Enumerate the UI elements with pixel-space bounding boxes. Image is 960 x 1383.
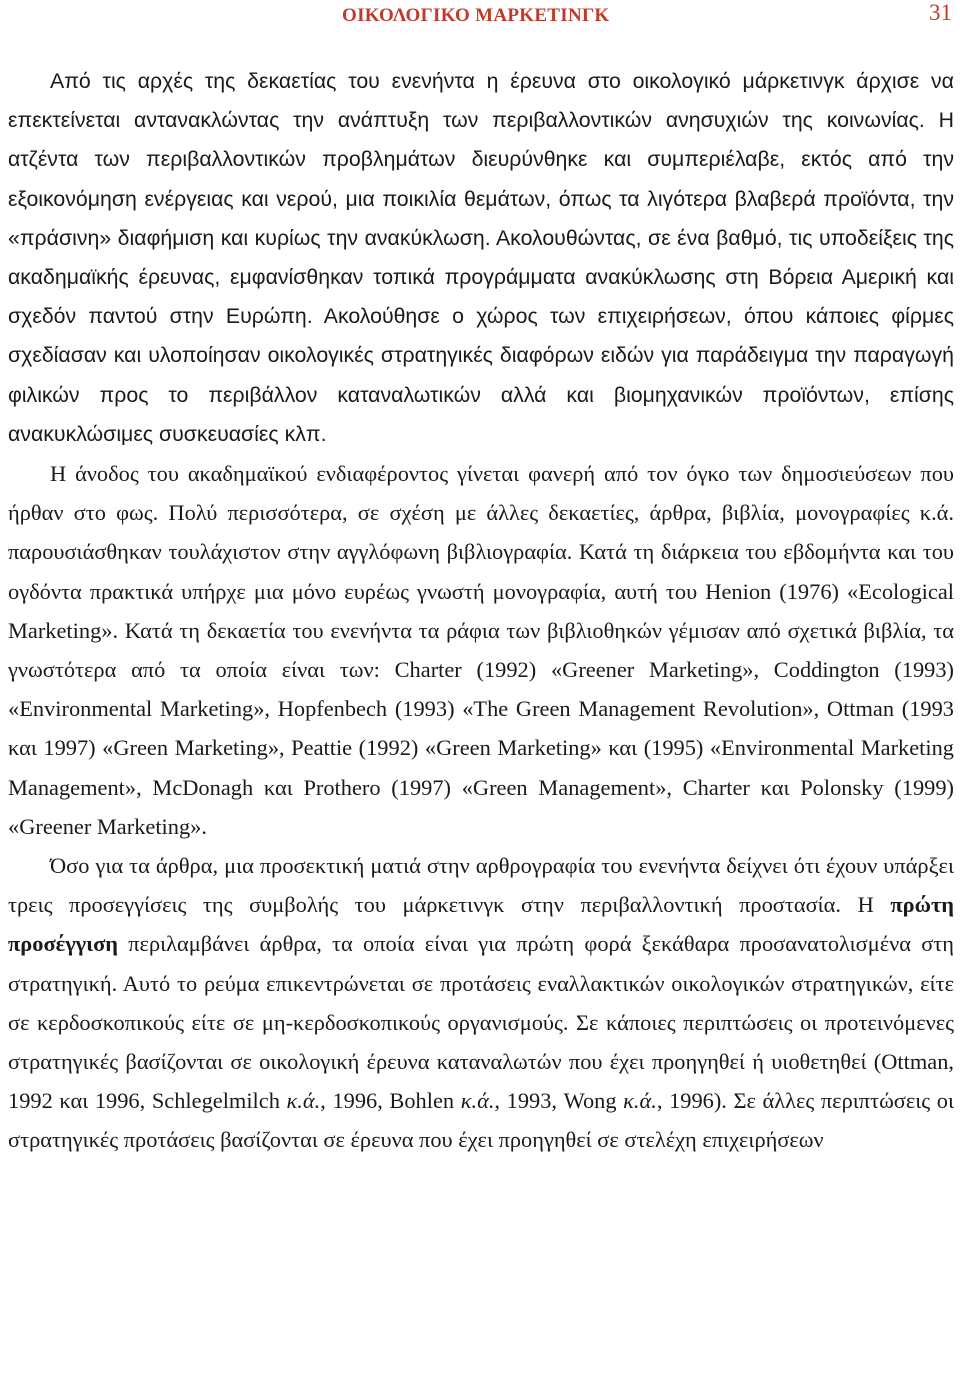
running-header (0, 0, 960, 34)
paragraph-3-text-c: , 1996, Bohlen (320, 1088, 461, 1114)
paragraph-3-text-e: , 1996). Σε άλλες περιπτώσεις οι στρατηγικές προτάσεις βασίζονται σε έρευνα που έχει προηγηθεί σε στελέχη επιχειρήσεων (8, 1088, 955, 1153)
paragraph-1-text: Από τις αρχές της δεκαετίας του ενενήντα η έρευνα στο οικολογικό μάρκετινγκ άρχισε να επεκτείνεται αντανακλώντας την ανάπτυξη των περιβαλλοντικών ανησυχιών της κοινωνίας. Η ατζέντα των περιβαλλοντικών προβλημάτων διευρύνθηκε και συμπεριέλαβε, εκτός από την εξοικονόμηση ενέργειας και νερού, μια ποικιλία θεμάτων, όπως τα λιγότερα βλαβερά προϊόντα, την «πράσινη» διαφήμιση και κυρίως την ανακύκλωση. Ακολουθώντας, σε ένα βαθμό, τις υποδείξεις της ακαδημαϊκής έρευνας, εμφανίσθηκαν τοπικά προγράμματα ανακύκλωσης στη Βόρεια Αμερική και σχεδόν παντού στην Ευρώπη. Ακολούθησε ο χώρος των επιχειρήσεων, όπου κάποιες φίρμες σχεδίασαν και υλοποίησαν οικολογικές στρατηγικές διαφόρων ειδών για παράδειγμα την παραγωγή φιλικών προς το περιβάλλον καταναλωτικών αλλά και βιομηχανικών προϊόντων, επίσης ανακυκλώσιμες συσκευασίες κλπ. (8, 69, 954, 446)
running-title: ΟΙΚΟΛΟΓΙΚΟ ΜΑΡΚΕΤΙΝΓΚ (342, 5, 610, 26)
page-number: 31 (929, 0, 952, 25)
paragraph-3-text-a: Όσο για τα άρθρα, μια προσεκτική ματιά στην αρθρογραφία του ενενήντα δείχνει ότι έχουν υπάρξει τρεις προσεγγίσεις της συμβολής του μάρκετινγκ στην περιβαλλοντική προστασία. Η (8, 853, 954, 918)
paragraph-3-text-b: περιλαμβάνει άρθρα, τα οποία είναι για πρώτη φορά ξεκάθαρα προσανατολισμένα στη στρατηγική. Αυτό το ρεύμα επικεντρώνεται σε προτάσεις εναλλακτικών οικολογικών στρατηγικών, είτε σε κερδοσκοπικούς είτε σε μη-κερδοσκοπικούς οργανισμούς. Σε κάποιες περιπτώσεις οι προτεινόμενες στρατηγικές βασίζονται σε οικολογική έρευνα καταναλωτών που έχει προηγηθεί ή υιοθετηθεί (Ottman, 1992 και 1996, Schlegelmilch (8, 931, 954, 1114)
paragraph-2-text: Η άνοδος του ακαδημαϊκού ενδιαφέροντος γίνεται φανερή από τον όγκο των δημοσιεύσεων που ήρθαν στο φως. Πολύ περισσότερα, σε σχέση με άλλες δεκαετίες, άρθρα, βιβλία, μονογραφίες κ.ά. παρουσιάσθηκαν τουλάχιστον στην αγγλόφωνη βιβλιογραφία. Κατά τη διάρκεια του εβδομήντα και του ογδόντα πρακτικά υπήρχε μια μόνο ευρέως γνωστή μονογραφία, αυτή του Henion (1976) «Ecological Marketing». Κατά τη δεκαετία του ενενήντα τα ράφια των βιβλιοθηκών γέμισαν από σχετικά βιβλία, τα γνωστότερα από τα οποία είναι των: Charter (1992) «Greener Marketing», Coddington (1993) «Environmental Marketing», Hopfenbech (1993) «The Green Management Revolution», Ottman (1993 και 1997) «Green Marketing», Peattie (1992) «Green Marketing» και (1995) «Environmental Marketing Management», McDonagh και Prothero (1997) «Green Management», Charter και Polonsky (1999) «Greener Marketing». (8, 461, 954, 839)
paragraph-3-text-d: , 1993, Wong (494, 1088, 624, 1114)
citation-etal-1: κ.ά. (286, 1088, 321, 1114)
paragraph-3 (8, 846, 954, 1160)
citation-etal-2: κ.ά. (460, 1088, 495, 1114)
emphasis-first-approach: πρώτη προσέγγιση (8, 892, 954, 957)
body-text (8, 62, 954, 1160)
citation-etal-3: κ.ά. (623, 1088, 657, 1114)
paragraph-1 (8, 62, 954, 454)
paragraph-2 (8, 454, 954, 846)
